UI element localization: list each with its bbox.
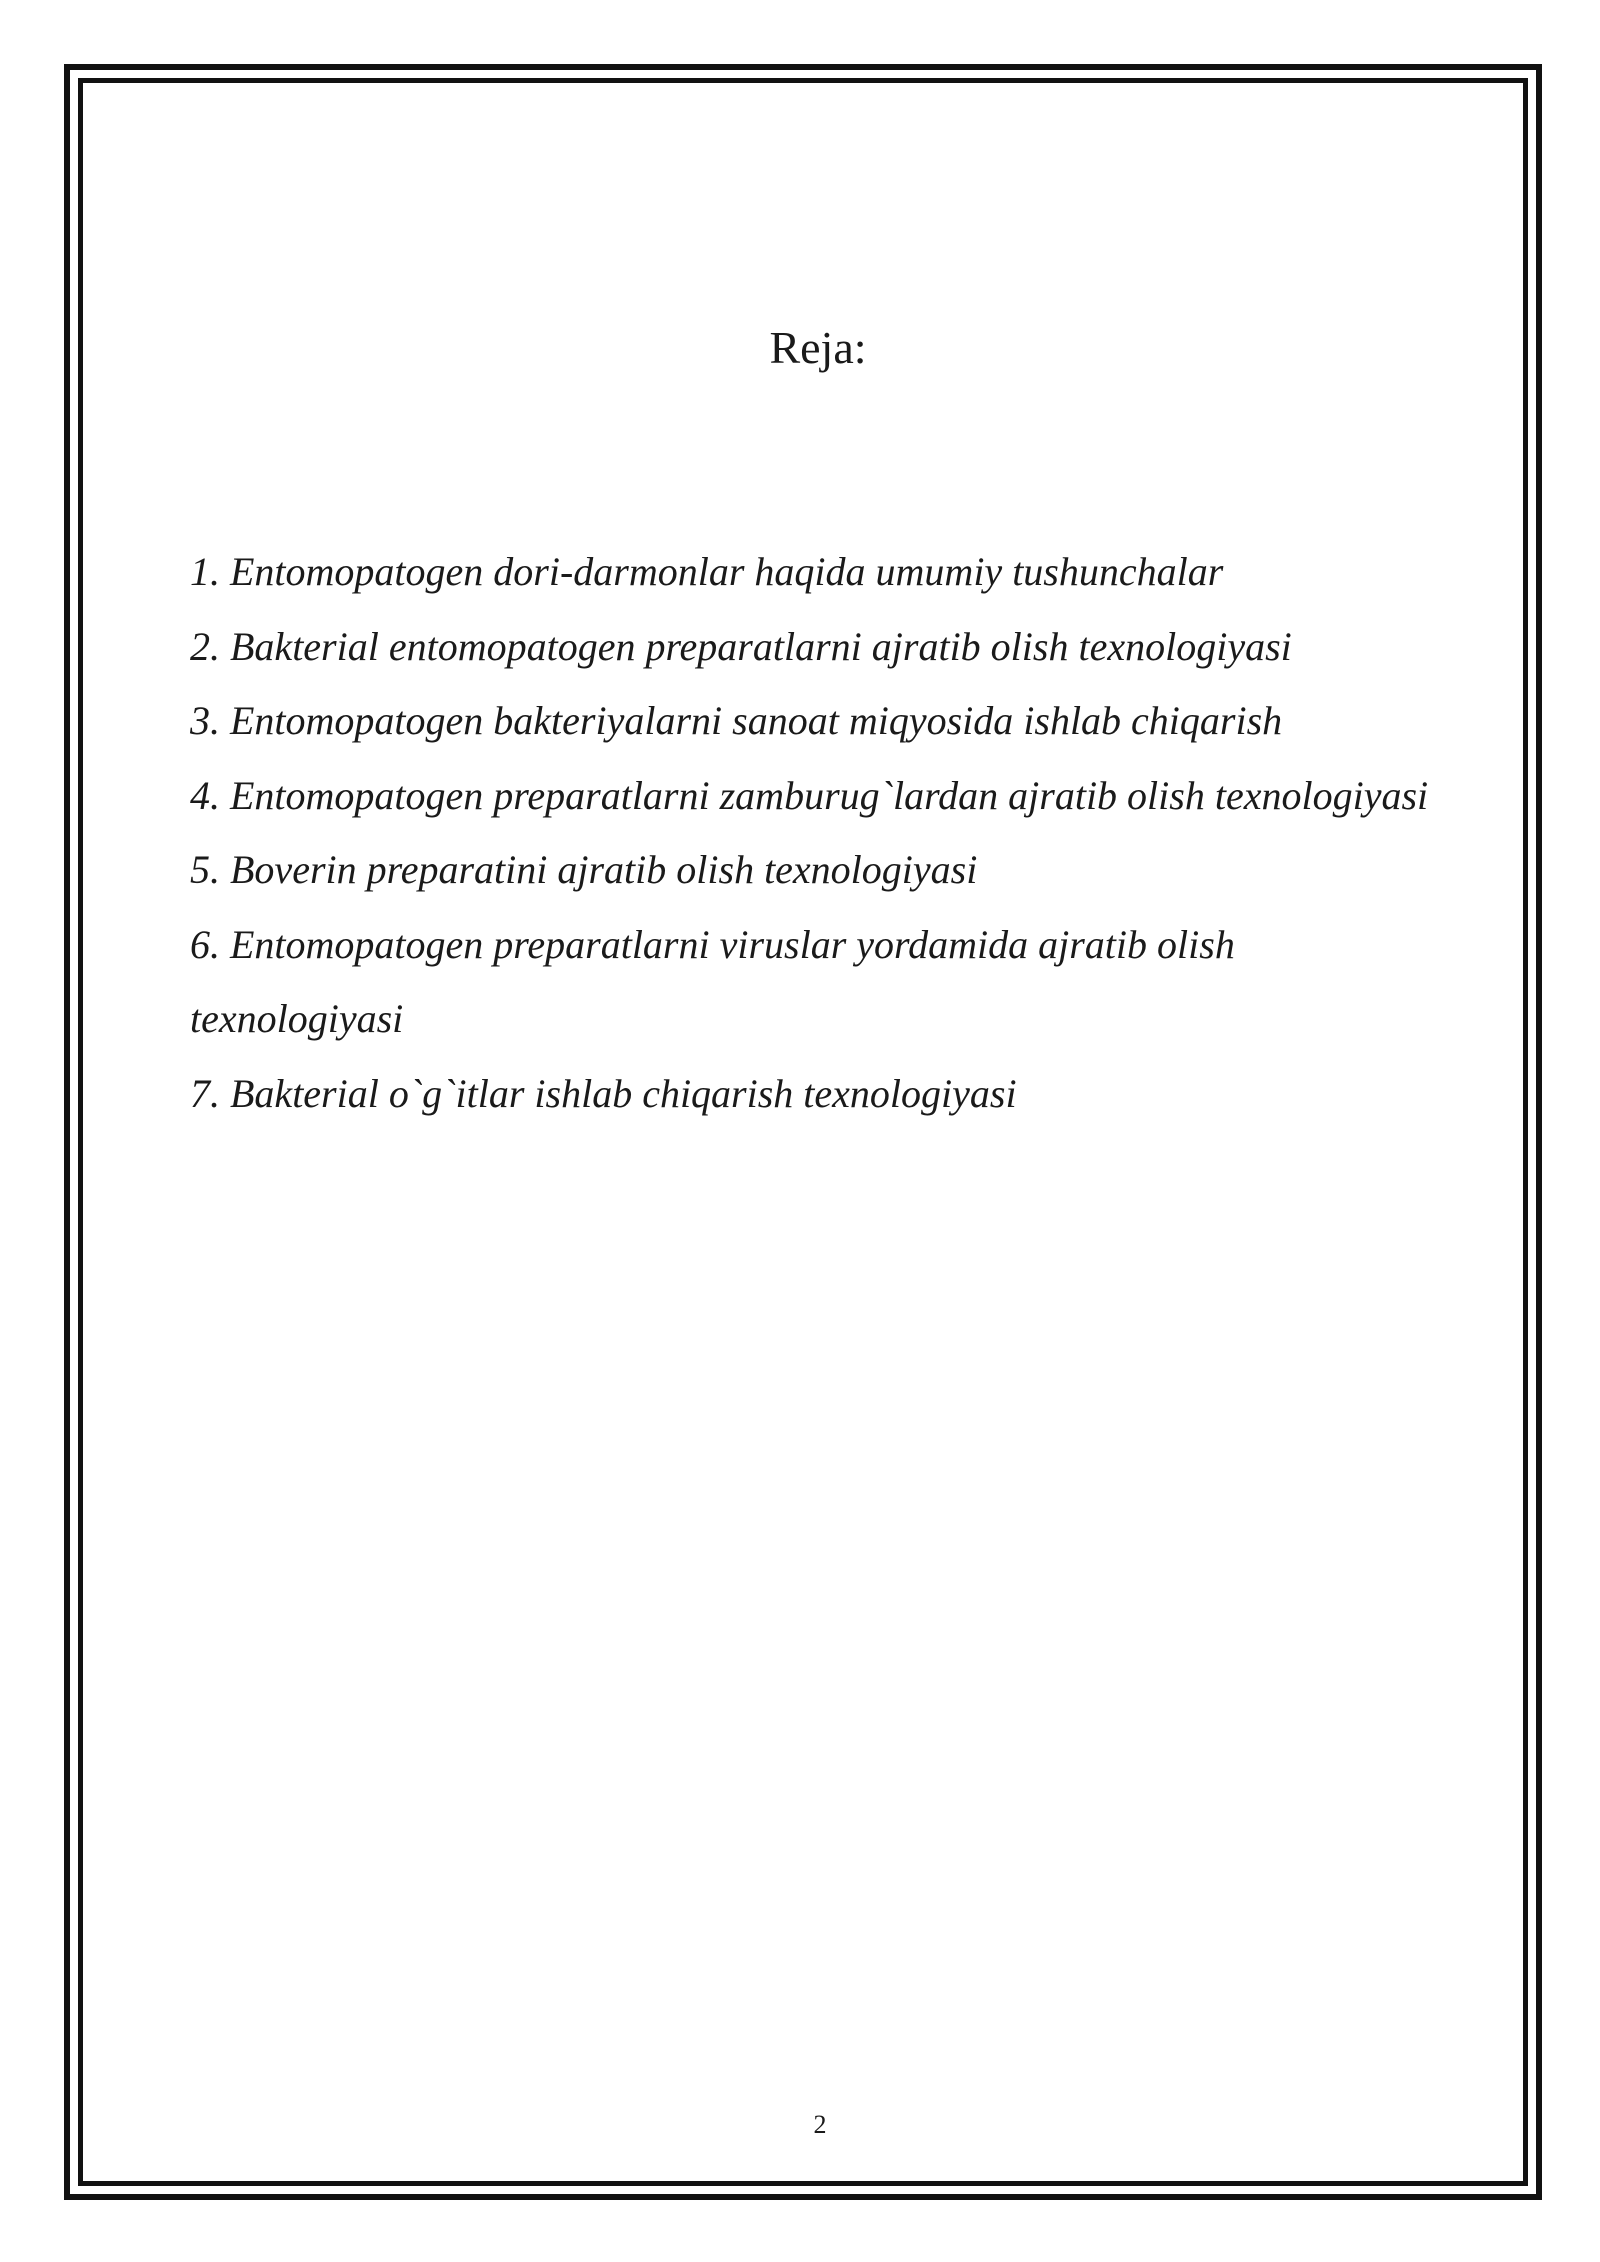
plan-item-4: 4. Entomopatogen preparatlarni zamburug`lardan ajratib olish texnologiyasi [190, 772, 1429, 818]
page-border-inner [78, 78, 1528, 2186]
page-number: 2 [813, 2110, 827, 2139]
plan-item-2: 2. Bakterial entomopatogen preparatlarni ajratib olish texnologiyasi [190, 623, 1292, 669]
plan-item-6: 6. Entomopatogen preparatlarni viruslar yordamida ajratib olish texnologiyasi [190, 921, 1235, 1041]
plan-item-7: 7. Bakterial o`g`itlar ishlab chiqarish texnologiyasi [190, 1070, 1017, 1116]
page-title: Reja: [769, 322, 867, 373]
plan-item-3: 3. Entomopatogen bakteriyalarni sanoat miqyosida ishlab chiqarish [190, 698, 1283, 743]
plan-list [190, 535, 1430, 1131]
plan-item-5: 5. Boverin preparatini ajratib olish texnologiyasi [190, 847, 978, 892]
plan-item-1: 1. Entomopatogen dori-darmonlar haqida umumiy tushunchalar [190, 549, 1224, 594]
